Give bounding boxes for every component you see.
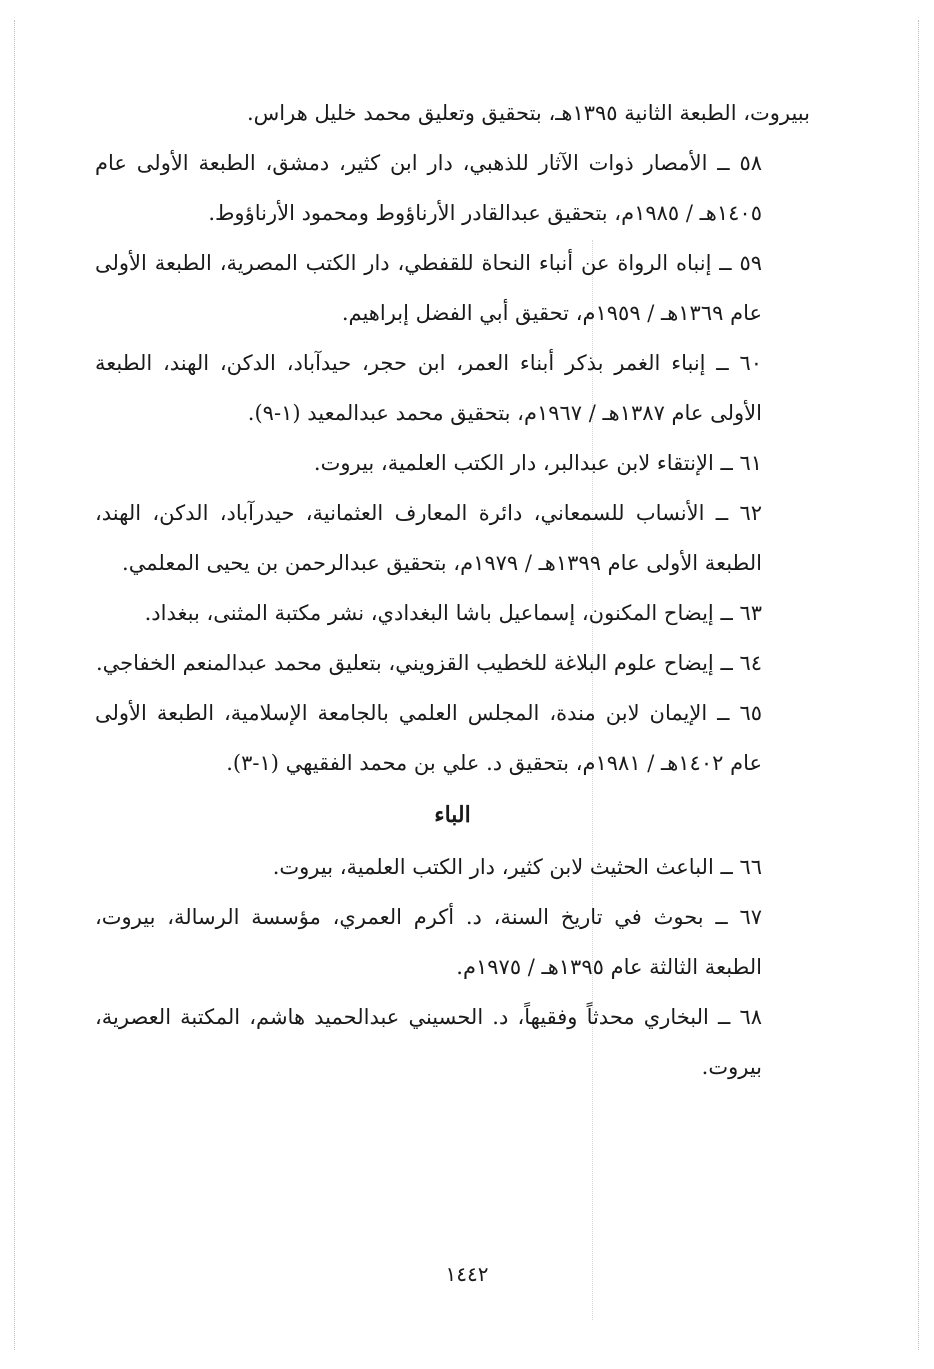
scan-margin-line-left <box>14 20 15 1350</box>
bibliography-entry-61: ٦١ ــ الإنتقاء لابن عبدالبر، دار الكتب العلمية، بيروت. <box>313 451 762 475</box>
section-heading: الباء <box>434 802 471 828</box>
bibliography-entry-67: ٦٧ ــ بحوث في تاريخ السنة، د. أكرم العمري، مؤسسة الرسالة، بيروت، الطبعة الثالثة عام ١٣٩٥هـ / ١٩٧٥م. <box>95 905 762 979</box>
bibliography-entry-59: ٥٩ ــ إنباه الرواة عن أنباء النحاة للقفطي، دار الكتب المصرية، الطبعة الأولى عام ١٣٦٩هـ / ١٩٥٩م، تحقيق أبي الفضل إبراهيم. <box>95 251 762 325</box>
bibliography-entry-68: ٦٨ ــ البخاري محدثاً وفقيهاً، د. الحسيني عبدالحميد هاشم، المكتبة العصرية، بيروت. <box>95 1005 762 1079</box>
bibliography-entry-64: ٦٤ ــ إيضاح علوم البلاغة للخطيب القزويني، بتعليق محمد عبدالمنعم الخفاجي. <box>95 651 762 675</box>
bibliography-entry-60: ٦٠ ــ إنباء الغمر بذكر أبناء العمر، ابن حجر، حيدآباد، الدكن، الهند، الطبعة الأولى عام ١٣٨٧هـ / ١٩٦٧م، بتحقيق محمد عبدالمعيد (١-٩). <box>95 351 762 425</box>
bibliography-text <box>95 88 810 1092</box>
bibliography-entry-62: ٦٢ ــ الأنساب للسمعاني، دائرة المعارف العثمانية، حيدرآباد، الدكن، الهند، الطبعة الأولى عام ١٣٩٩هـ / ١٩٧٩م، بتحقيق عبدالرحمن بن يحيى المعلمي. <box>95 501 762 575</box>
bibliography-entry-66: ٦٦ ــ الباعث الحثيث لابن كثير، دار الكتب العلمية، بيروت. <box>272 855 762 879</box>
page-number: ١٤٤٢ <box>445 1262 489 1286</box>
scan-margin-line-right <box>918 20 919 1350</box>
bibliography-entry-63: ٦٣ ــ إيضاح المكنون، إسماعيل باشا البغدادي، نشر مكتبة المثنى، ببغداد. <box>144 601 762 625</box>
intro-continuation-line: ببيروت، الطبعة الثانية ١٣٩٥هـ، بتحقيق وتعليق محمد خليل هراس. <box>246 101 810 125</box>
bibliography-entry-58: ٥٨ ــ الأمصار ذوات الآثار للذهبي، دار ابن كثير، دمشق، الطبعة الأولى عام ١٤٠٥هـ / ١٩٨٥م، بتحقيق عبدالقادر الأرناؤوط ومحمود الأرناؤوط. <box>95 151 762 225</box>
bibliography-entry-65: ٦٥ ــ الإيمان لابن مندة، المجلس العلمي بالجامعة الإسلامية، الطبعة الأولى عام ١٤٠٢هـ / ١٩٨١م، بتحقيق د. علي بن محمد الفقيهي (١-٣). <box>95 701 762 775</box>
